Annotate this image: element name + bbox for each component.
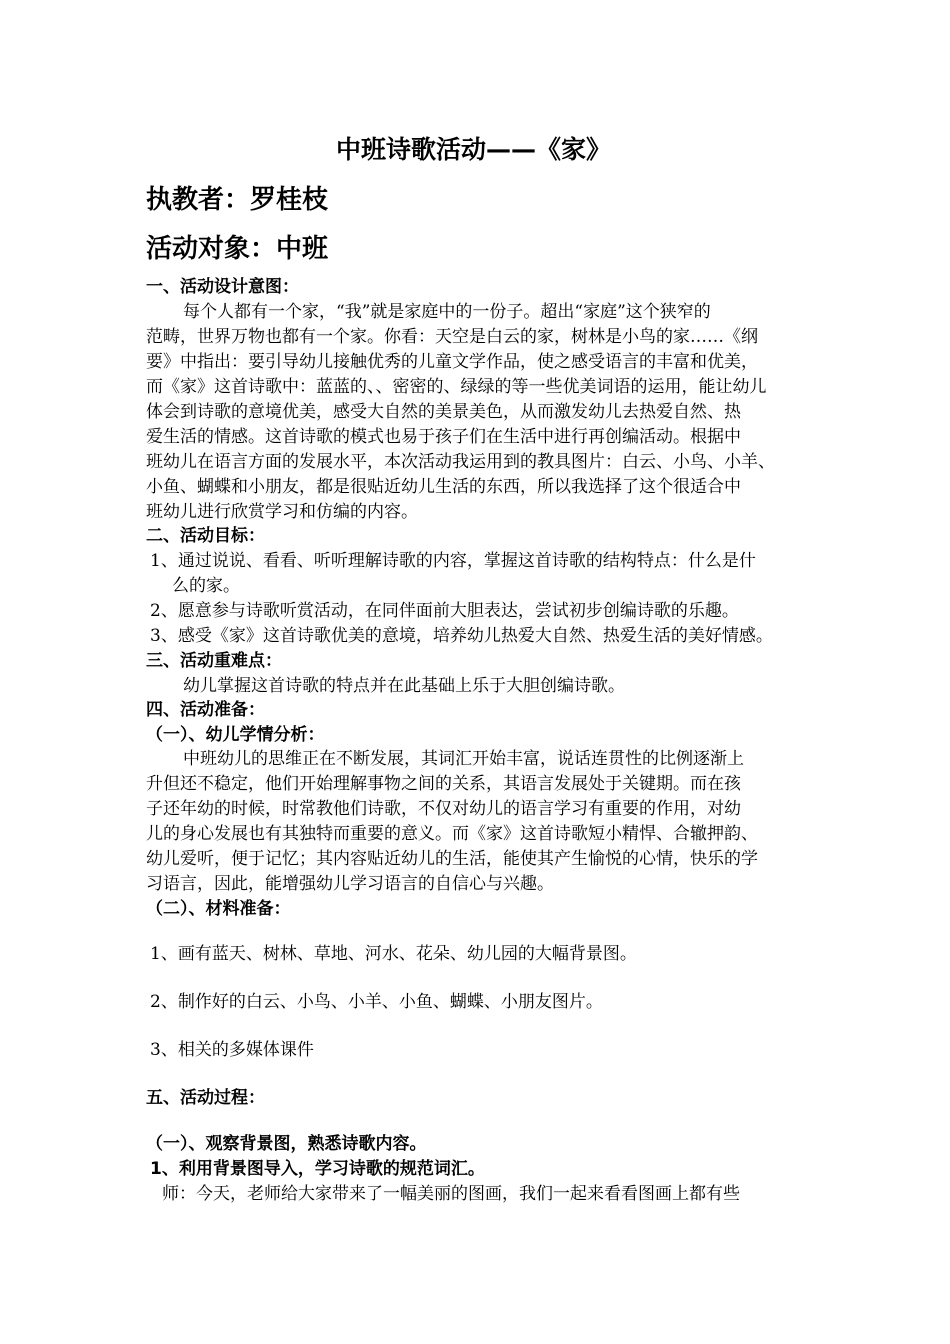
material-item: 1、画有蓝天、树林、草地、河水、花朵、幼儿园的大幅背景图。	[150, 944, 637, 964]
section-1-line: 体会到诗歌的意境优美，感受大自然的美景美色，从而激发幼儿去热爱自然、热	[146, 402, 741, 422]
section-1-line: 小鱼、蝴蝶和小朋友，都是很贴近幼儿生活的东西，所以我选择了这个很适合中	[146, 477, 741, 497]
goal-item: 么的家。	[172, 576, 240, 596]
analysis-line: 升但还不稳定，他们开始理解事物之间的关系，其语言发展处于关键期。而在孩	[146, 774, 741, 794]
section-3-heading: 三、活动重难点：	[146, 651, 282, 671]
section-1-line: 而《家》这首诗歌中：蓝蓝的、、密密的、绿绿的等一些优美词语的运用，能让幼儿	[146, 377, 767, 397]
analysis-line: 中班幼儿的思维正在不断发展，其词汇开始丰富，说话连贯性的比例逐渐上	[183, 749, 744, 769]
section-1-line: 爱生活的情感。这首诗歌的模式也易于孩子们在生活中进行再创编活动。根据中	[146, 427, 741, 447]
material-item: 3、相关的多媒体课件	[150, 1040, 314, 1060]
goal-item: 3、感受《家》这首诗歌优美的意境，培养幼儿热爱大自然、热爱生活的美好情感。	[150, 626, 773, 646]
section-3-line: 幼儿掌握这首诗歌的特点并在此基础上乐于大胆创编诗歌。	[183, 676, 625, 696]
analysis-line: 子还年幼的时候，时常教他们诗歌，不仅对幼儿的语言学习有重要的作用，对幼	[146, 799, 741, 819]
analysis-line: 习语言，因此，能增强幼儿学习语言的自信心与兴趣。	[146, 874, 554, 894]
section-4-heading: 四、活动准备：	[146, 700, 265, 720]
material-item: 2、制作好的白云、小鸟、小羊、小鱼、蝴蝶、小朋友图片。	[150, 992, 603, 1012]
section-4-subheading: （二）、材料准备：	[146, 899, 291, 919]
analysis-line: 儿的身心发展也有其独特而重要的意义。而《家》这首诗歌短小精悍、合辙押韵、	[146, 824, 758, 844]
section-1-line: 每个人都有一个家，“我”就是家庭中的一份子。超出“家庭”这个狭窄的	[183, 302, 711, 322]
section-5-heading: 五、活动过程：	[146, 1088, 265, 1108]
section-4-subheading: （一）、幼儿学情分析：	[146, 725, 325, 745]
section-1-line: 班幼儿进行欣赏学习和仿编的内容。	[146, 502, 418, 522]
target-line: 活动对象：中班	[146, 234, 329, 264]
section-5-subheading: （一）、观察背景图，熟悉诗歌内容。	[146, 1134, 427, 1154]
section-1-heading: 一、活动设计意图：	[146, 277, 299, 297]
section-5-line: 师：今天，老师给大家带来了一幅美丽的图画，我们一起来看看图画上都有些	[162, 1184, 740, 1204]
section-1-line: 范畴，世界万物也都有一个家。你看：天空是白云的家，树林是小鸟的家……《纲	[146, 327, 758, 347]
section-2-heading: 二、活动目标：	[146, 526, 265, 546]
section-1-line: 要》中指出：要引导幼儿接触优秀的儿童文学作品，使之感受语言的丰富和优美，	[146, 352, 758, 372]
document-title: 中班诗歌活动——《家》	[336, 135, 612, 164]
goal-item: 2、愿意参与诗歌听赏活动，在同伴面前大胆表达，尝试初步创编诗歌的乐趣。	[150, 601, 739, 621]
teacher-line: 执教者：罗桂枝	[146, 185, 329, 215]
analysis-line: 幼儿爱听，便于记忆；其内容贴近幼儿的生活，能使其产生愉悦的心情，快乐的学	[146, 849, 758, 869]
section-5-step: 1、利用背景图导入，学习诗歌的规范词汇。	[150, 1159, 485, 1179]
section-1-line: 班幼儿在语言方面的发展水平，本次活动我运用到的教具图片：白云、小鸟、小羊、	[146, 452, 775, 472]
goal-item: 1、通过说说、看看、听听理解诗歌的内容，掌握这首诗歌的结构特点：什么是什	[150, 551, 756, 571]
